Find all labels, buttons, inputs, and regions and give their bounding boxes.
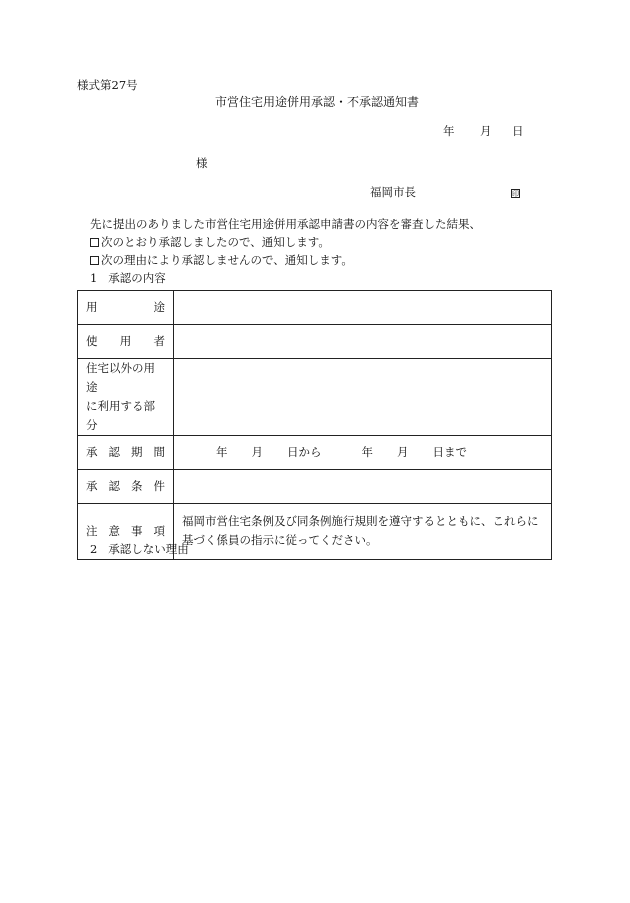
conditions-label: 承 認 条 件	[78, 469, 174, 503]
table-row	[78, 435, 552, 469]
date-year: 年	[443, 124, 455, 138]
notes-label: 注 意 事 項	[78, 503, 174, 559]
checkbox-icon[interactable]	[90, 238, 99, 247]
option-approve-label: 次のとおり承認しましたので、通知します。	[101, 235, 330, 249]
date-day: 日	[512, 124, 524, 138]
table-row	[78, 291, 552, 325]
issuer-name: 福岡市長	[370, 185, 416, 199]
addressee-suffix: 様	[196, 156, 208, 170]
usage-value-cell[interactable]	[174, 291, 552, 325]
notes-value-cell: 福岡市営住宅条例及び同条例施行規則を遵守するとともに、これらに 基づく係員の指示に従ってください。	[174, 503, 552, 559]
table-row	[78, 325, 552, 359]
approval-content-table	[77, 290, 552, 560]
table-row	[78, 359, 552, 436]
date-month: 月	[480, 124, 492, 138]
other-use-value-cell[interactable]	[174, 359, 552, 436]
section1-heading: 1 承認の内容	[90, 271, 166, 285]
document-title: 市営住宅用途併用承認・不承認通知書	[215, 95, 420, 109]
period-label: 承 認 期 間	[78, 435, 174, 469]
intro-text: 先に提出のありました市営住宅用途併用承認申請書の内容を審査した結果、	[90, 217, 481, 231]
section2-heading: 2 承認しない理由	[90, 542, 189, 556]
usage-label: 用 途	[78, 291, 174, 325]
checkbox-icon[interactable]	[90, 256, 99, 265]
user-label: 使 用 者	[78, 325, 174, 359]
period-value-cell[interactable]: 年 月 日から 年 月 日まで	[174, 435, 552, 469]
option-reject[interactable]	[90, 255, 353, 267]
option-reject-label: 次の理由により承認しませんので、通知します。	[101, 253, 353, 267]
user-value-cell[interactable]	[174, 325, 552, 359]
seal-mark: 印	[512, 190, 519, 198]
form-number: 様式第27号	[77, 78, 138, 92]
table-row	[78, 469, 552, 503]
option-approve[interactable]	[90, 237, 330, 249]
other-use-label: 住宅以外の用途 に利用する部分	[78, 359, 174, 436]
conditions-value-cell[interactable]	[174, 469, 552, 503]
